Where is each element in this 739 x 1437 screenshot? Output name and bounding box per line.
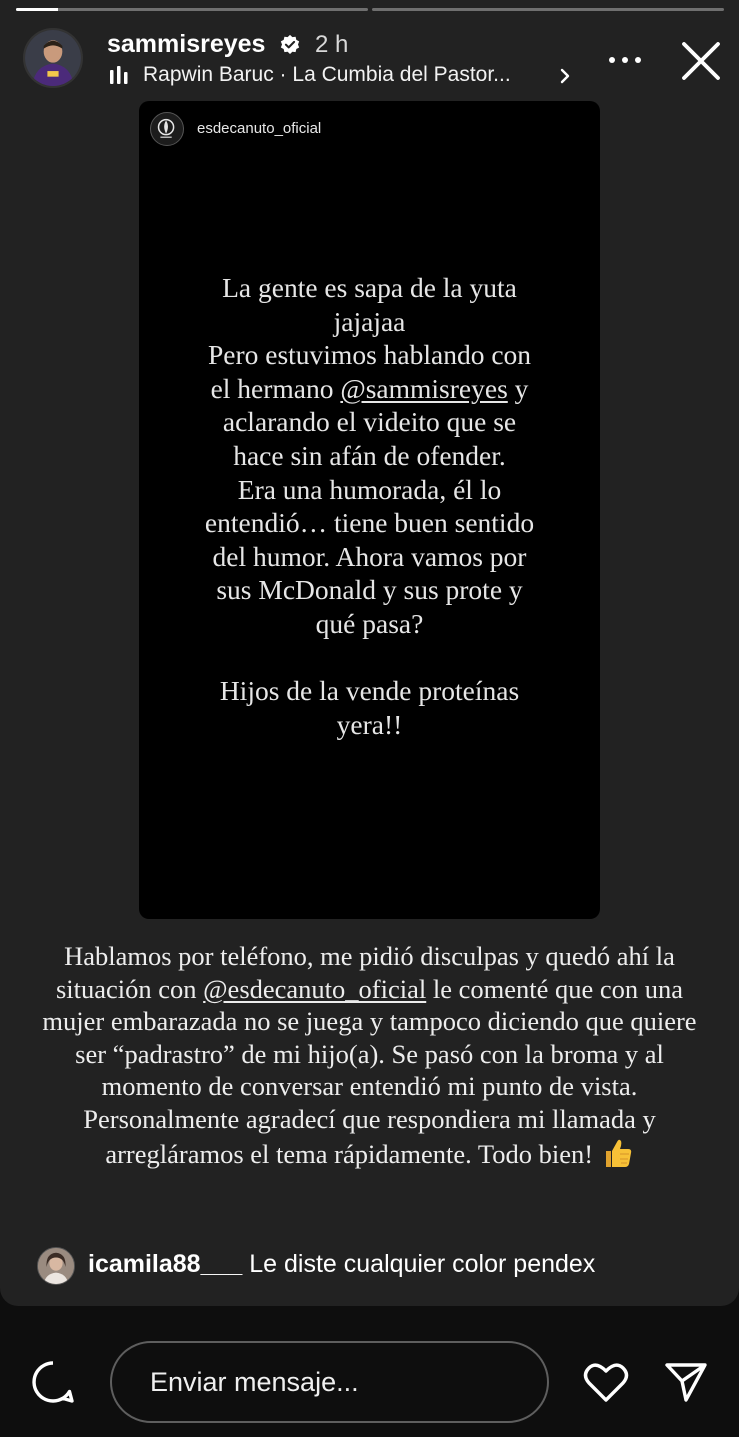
post-time: 2 h — [315, 31, 349, 58]
card-text-line: hace sin afán de ofender. — [233, 439, 506, 471]
card-text-line: qué pasa? — [315, 607, 424, 639]
reposted-author-username[interactable]: esdecanuto_oficial — [197, 120, 322, 137]
message-input[interactable] — [110, 1341, 549, 1423]
reposted-author-logo-icon — [151, 113, 183, 145]
commenter-avatar[interactable] — [37, 1247, 75, 1285]
card-text-segment: el hermano — [210, 372, 341, 404]
card-text-line: yera!! — [336, 708, 403, 740]
commenter-username[interactable]: icamila88___ — [88, 1250, 243, 1278]
chevron-right-icon[interactable] — [558, 67, 572, 85]
story-comment — [88, 1250, 595, 1279]
comment-bubble-icon[interactable] — [31, 1360, 75, 1404]
mention-link-esdecanuto[interactable]: @esdecanuto_oficial — [203, 973, 427, 1004]
story-caption — [30, 940, 709, 1170]
progress-fill-1 — [16, 8, 58, 11]
card-text-line: Hijos de la vende proteínas — [219, 675, 520, 707]
card-text-segment: y — [507, 372, 529, 404]
more-icon[interactable] — [607, 52, 643, 68]
mention-link-sammisreyes[interactable]: @sammisreyes — [340, 372, 508, 404]
author-username[interactable]: sammisreyes — [107, 30, 266, 58]
commenter-avatar-image — [38, 1248, 74, 1284]
author-avatar[interactable] — [23, 28, 83, 88]
music-bars-icon — [109, 66, 129, 84]
card-text-line: jajajaa — [333, 305, 406, 337]
music-track-label[interactable]: Rapwin Baruc · La Cumbia del Pastor... — [143, 63, 511, 86]
card-text-line: La gente es sapa de la yuta — [222, 272, 517, 303]
reposted-story-card[interactable] — [139, 101, 600, 919]
paragraph-gap — [159, 641, 580, 675]
caption-text: le comenté que con una mujer embarazada no se juega y tampoco diciendo que quiere ser “padrastro” de mi hijo(a). Se pasó con la broma y al momento de conversar entendió mi punto de vista. Personalmente agradecí que respondiera mi llamada y arregláramos el tema rápidamente. Todo bien! — [42, 973, 697, 1169]
verified-badge-icon — [279, 34, 301, 56]
card-text-line: Pero estuvimos hablando con — [207, 339, 532, 371]
story-progress-bar-1 — [16, 8, 368, 11]
card-text-line: entendió… tiene buen sentido — [204, 507, 535, 539]
avatar-image — [25, 30, 81, 86]
story-progress-bar-2 — [372, 8, 724, 11]
card-text-line: aclarando el videito que se — [222, 406, 517, 438]
comment-text: Le diste cualquier color pendex — [249, 1250, 596, 1278]
card-text-line: Era una humorada, él lo — [237, 473, 502, 505]
card-text-line: del humor. Ahora vamos por — [212, 540, 527, 572]
card-text-line: sus McDonald y sus prote y — [216, 574, 523, 606]
caption-text: Hablamos por teléfono, me pidió disculpas y quedó ahí la situación con — [55, 941, 675, 1004]
card-text-line — [159, 372, 580, 406]
send-icon[interactable] — [664, 1361, 708, 1403]
thumbs-up-icon — [600, 1136, 634, 1170]
reposted-author-avatar[interactable] — [150, 112, 184, 146]
reposted-story-text — [159, 271, 580, 741]
close-icon[interactable] — [680, 40, 722, 82]
heart-icon[interactable] — [583, 1361, 629, 1403]
